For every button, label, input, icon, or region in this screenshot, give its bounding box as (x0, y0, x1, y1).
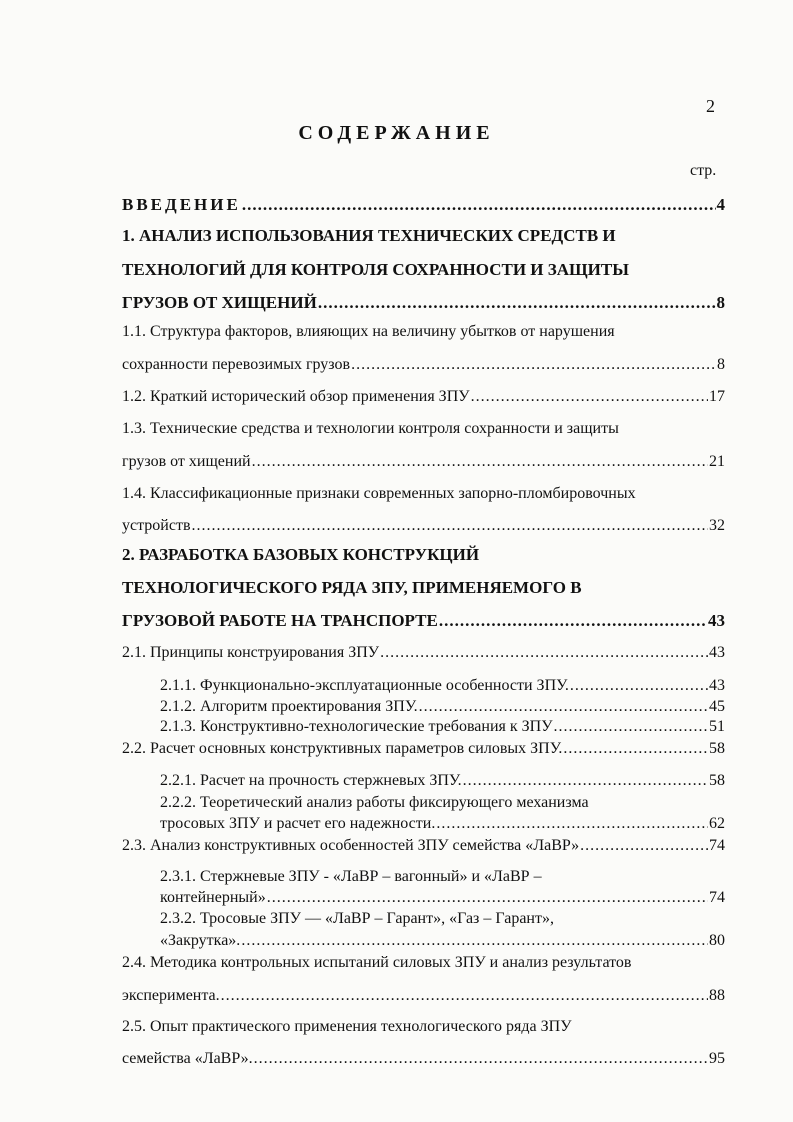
page-column-label: стр. (690, 162, 717, 179)
toc-leader-dots (192, 516, 709, 536)
toc-entry-label: 2.3. Анализ конструктивных особенностей ЗПУ семейства «ЛаВР» (122, 837, 580, 854)
page-number: 2 (706, 96, 715, 116)
toc-entry-page: 62 (709, 815, 725, 832)
toc-entry-2-2-1[interactable] (160, 771, 725, 791)
toc-entry-page: 58 (709, 772, 725, 789)
toc-entry-page: 8 (716, 293, 725, 312)
toc-entry-2-2-2-line-1[interactable]: 2.2.2. Теоретический анализ работы фиксирующего механизма (160, 794, 589, 811)
toc-entry-2-5[interactable] (122, 1049, 725, 1069)
toc-entry-label: эксперимента. (122, 987, 220, 1004)
toc-entry-label: 2.1. Принципы конструирования ЗПУ (122, 644, 380, 661)
toc-entry-page: 88 (709, 987, 725, 1004)
toc-entry-chapter-2[interactable] (122, 611, 725, 631)
toc-entry-page: 43 (709, 677, 725, 694)
toc-entry-page: 95 (709, 1050, 725, 1067)
toc-entry-label: 2.1.2. Алгоритм проектирования ЗПУ. (160, 698, 418, 715)
toc-leader-dots (380, 643, 708, 663)
toc-entry-page: 8 (717, 356, 725, 373)
toc-entry-2-4-line-1[interactable]: 2.4. Методика контрольных испытаний силовых ЗПУ и анализ результатов (122, 954, 632, 971)
toc-leader-dots (570, 676, 708, 696)
toc-entry-chapter-2-line-2[interactable]: ТЕХНОЛОГИЧЕСКОГО РЯДА ЗПУ, ПРИМЕНЯЕМОГО В (122, 578, 582, 597)
toc-leader-dots (439, 611, 707, 631)
toc-entry-label: тросовых ЗПУ и расчет его надежности. (160, 815, 436, 832)
toc-leader-dots (241, 931, 708, 951)
toc-leader-dots (580, 836, 708, 856)
toc-entry-label: ГРУЗОВ ОТ ХИЩЕНИЙ (122, 293, 317, 312)
toc-leader-dots (221, 986, 708, 1006)
toc-entry-2-1-2[interactable] (160, 697, 725, 717)
toc-entry-2-4[interactable] (122, 986, 725, 1006)
toc-leader-dots (471, 387, 708, 407)
toc-entry-page: 32 (709, 517, 725, 534)
toc-entry-1-4[interactable] (122, 516, 725, 536)
toc-leader-dots (436, 814, 708, 834)
toc-entry-chapter-1-line-2[interactable]: ТЕХНОЛОГИЙ ДЛЯ КОНТРОЛЯ СОХРАННОСТИ И ЗАЩИТЫ (122, 260, 629, 279)
toc-entry-2-3[interactable] (122, 836, 725, 856)
toc-leader-dots (318, 293, 716, 313)
toc-entry-2-3-2-line-1[interactable]: 2.3.2. Тросовые ЗПУ — «ЛаВР – Гарант», «Газ – Гарант», (160, 910, 554, 927)
toc-entry-2-1-1[interactable] (160, 676, 725, 696)
toc-entry-page: 58 (709, 740, 725, 757)
toc-entry-label: грузов от хищений (122, 453, 251, 470)
toc-entry-2-1[interactable] (122, 643, 725, 663)
toc-leader-dots (267, 888, 708, 908)
toc-entry-label: сохранности перевозимых грузов (122, 356, 351, 373)
toc-entry-label: ГРУЗОВОЙ РАБОТЕ НА ТРАНСПОРТЕ (122, 611, 438, 630)
toc-entry-2-2-2[interactable] (160, 814, 725, 834)
toc-entry-page: 51 (709, 718, 725, 735)
toc-entry-label: 2.1.3. Конструктивно-технологические требования к ЗПУ (160, 718, 553, 735)
toc-entry-1-1-line-1[interactable]: 1.1. Структура факторов, влияющих на величину убытков от нарушения (122, 323, 615, 340)
toc-entry-label: «Закрутка». (160, 932, 241, 949)
toc-entry-2-5-line-1[interactable]: 2.5. Опыт практического применения технологического ряда ЗПУ (122, 1018, 572, 1035)
toc-entry-2-3-2[interactable] (160, 931, 725, 951)
toc-entry-2-3-1[interactable] (160, 888, 725, 908)
toc-entry-chapter-1-line-1[interactable]: 1. АНАЛИЗ ИСПОЛЬЗОВАНИЯ ТЕХНИЧЕСКИХ СРЕДСТВ И (122, 226, 616, 245)
toc-entry-introduction[interactable] (122, 195, 725, 215)
toc-entry-page: 4 (716, 195, 725, 214)
toc-entry-1-1[interactable] (122, 355, 725, 375)
toc-leader-dots (254, 1049, 708, 1069)
toc-leader-dots (252, 452, 708, 472)
page-title: СОДЕРЖАНИЕ (298, 122, 495, 144)
toc-leader-dots (419, 697, 708, 717)
toc-leader-dots (463, 771, 708, 791)
toc-entry-label: 2.2.1. Расчет на прочность стержневых ЗПУ. (160, 772, 462, 789)
toc-leader-dots (242, 195, 716, 215)
toc-leader-dots (554, 717, 708, 737)
toc-entry-1-3[interactable] (122, 452, 725, 472)
toc-leader-dots (563, 739, 708, 759)
toc-entry-label: 2.2. Расчет основных конструктивных параметров силовых ЗПУ. (122, 740, 563, 757)
toc-entry-2-2[interactable] (122, 739, 725, 759)
toc-entry-page: 45 (709, 698, 725, 715)
toc-entry-page: 43 (709, 644, 725, 661)
toc-entry-2-1-3[interactable] (160, 717, 725, 737)
toc-entry-label: 1.2. Краткий исторический обзор применения ЗПУ (122, 388, 470, 405)
toc-entry-label: семейства «ЛаВР». (122, 1050, 253, 1067)
toc-entry-label: устройств (122, 517, 191, 534)
toc-entry-1-4-line-1[interactable]: 1.4. Классификационные признаки современных запорно-пломбировочных (122, 485, 636, 502)
toc-entry-label: контейнерный» (160, 889, 266, 906)
toc-entry-label: 2.1.1. Функционально-эксплуатационные особенности ЗПУ. (160, 677, 569, 694)
toc-entry-page: 74 (709, 889, 725, 906)
toc-entry-1-2[interactable] (122, 387, 725, 407)
toc-entry-label: ВВЕДЕНИЕ (122, 195, 241, 214)
toc-entry-2-3-1-line-1[interactable]: 2.3.1. Стержневые ЗПУ - «ЛаВР – вагонный» и «ЛаВР – (160, 868, 542, 885)
toc-entry-page: 74 (709, 837, 725, 854)
toc-entry-chapter-2-line-1[interactable]: 2. РАЗРАБОТКА БАЗОВЫХ КОНСТРУКЦИЙ (122, 545, 480, 564)
toc-leader-dots (351, 355, 716, 375)
toc-entry-page: 80 (709, 932, 725, 949)
toc-entry-1-3-line-1[interactable]: 1.3. Технические средства и технологии контроля сохранности и защиты (122, 420, 619, 437)
toc-entry-chapter-1[interactable] (122, 293, 725, 313)
toc-entry-page: 21 (709, 453, 725, 470)
toc-entry-page: 43 (708, 611, 725, 630)
toc-entry-page: 17 (709, 388, 725, 405)
